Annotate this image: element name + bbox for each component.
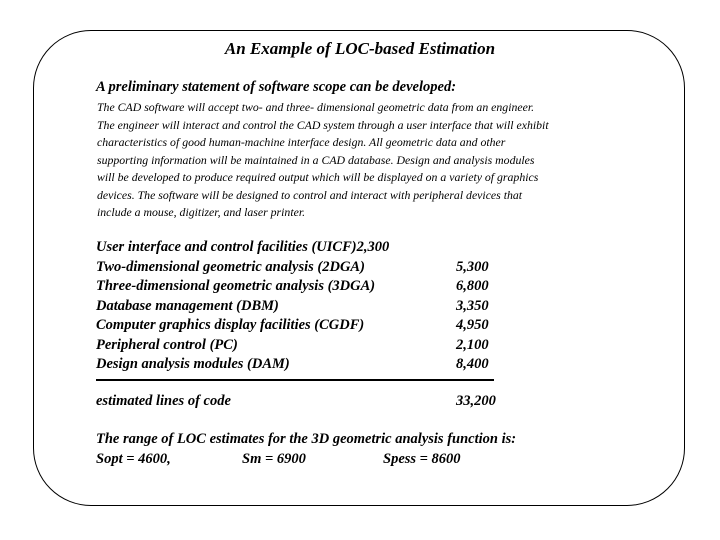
estimate-most-likely: Sm = 6900 — [242, 451, 306, 467]
function-loc-value: 4,950 — [456, 317, 489, 333]
paragraph-line: The CAD software will accept two- and three- dimensional geometric data from an engineer. — [97, 100, 535, 114]
function-label: Database management (DBM) — [96, 297, 279, 314]
function-loc-value: 2,100 — [456, 336, 489, 353]
function-loc-value: 8,400 — [456, 356, 489, 372]
function-loc-value: 2,300 — [356, 239, 390, 255]
function-label: Three-dimensional geometric analysis (3DGA) — [96, 278, 376, 294]
function-loc-table — [96, 238, 516, 375]
function-loc-value: 5,300 — [456, 258, 489, 275]
sum-divider — [96, 379, 494, 381]
estimate-optimistic: Sopt = 4600, — [96, 451, 171, 467]
table-row — [96, 355, 516, 375]
table-row — [96, 238, 516, 258]
table-row — [96, 277, 516, 297]
slide-title: An Example of LOC-based Estimation — [224, 39, 496, 58]
paragraph-line: will be developed to produce required output which will be displayed on a variety of graphics — [97, 170, 539, 184]
scope-heading: A preliminary statement of software scope can be developed: — [96, 79, 457, 95]
function-label: User interface and control facilities (UICF)2,300 — [96, 239, 390, 255]
table-row — [96, 336, 516, 356]
paragraph-line: supporting information will be maintained in a CAD database. Design and analysis modules — [97, 152, 535, 167]
estimate-pessimistic: Spess = 8600 — [383, 451, 461, 467]
range-statement: The range of LOC estimates for the 3D geometric analysis function is: — [96, 431, 517, 447]
function-label: Computer graphics display facilities (CGDF) — [96, 317, 365, 333]
scope-paragraph — [97, 99, 657, 222]
function-label: Design analysis modules (DAM) — [96, 356, 290, 372]
paragraph-line: include a mouse, digitizer, and laser printer. — [97, 205, 306, 219]
total-row — [96, 393, 516, 412]
table-row — [96, 297, 516, 317]
function-label: Peripheral control (PC) — [96, 336, 238, 353]
table-row — [96, 258, 516, 278]
total-loc-value: 33,200 — [456, 393, 496, 409]
paragraph-line: characteristics of good human-machine interface design. All geometric data and other — [97, 135, 506, 149]
paragraph-line: devices. The software will be designed to control and interact with peripheral devices that — [97, 187, 523, 202]
table-row — [96, 316, 516, 336]
function-loc-value: 3,350 — [456, 297, 489, 314]
paragraph-line: The engineer will interact and control the CAD system through a user interface that will exhibit — [97, 117, 549, 132]
function-loc-value: 6,800 — [456, 278, 489, 294]
function-label: Two-dimensional geometric analysis (2DGA) — [96, 258, 365, 275]
total-label: estimated lines of code — [96, 393, 231, 409]
